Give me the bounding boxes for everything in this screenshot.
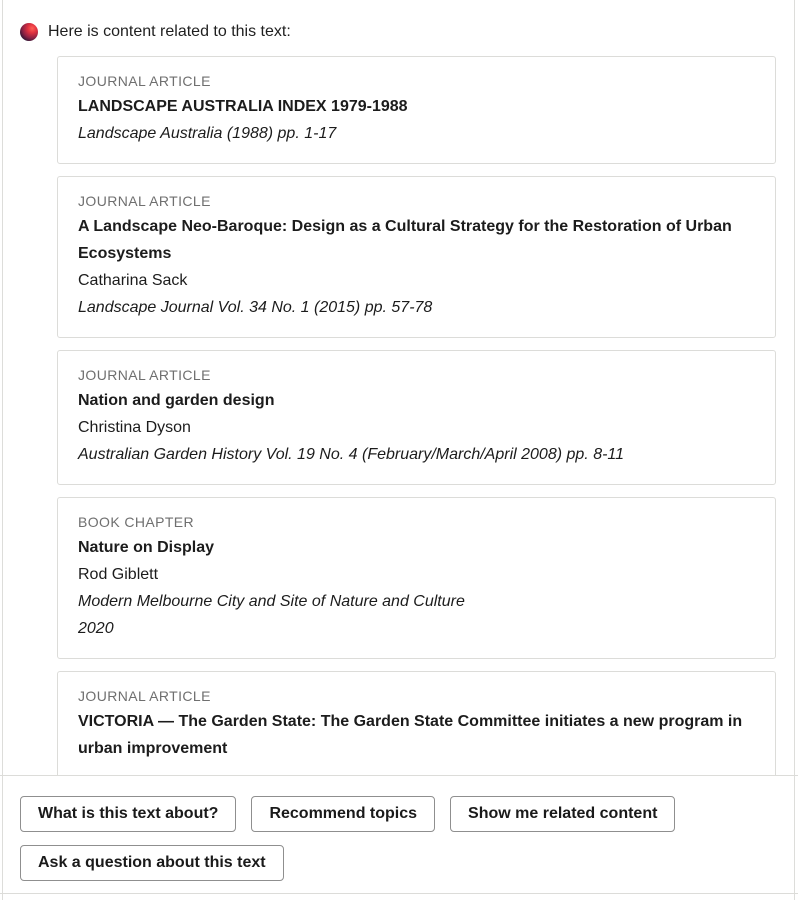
related-card-victoria-garden-state[interactable] [57, 671, 776, 775]
conversation-area [3, 0, 794, 775]
content-type-label: JOURNAL ARTICLE [78, 193, 211, 209]
content-author: Christina Dyson [78, 419, 191, 436]
content-title: LANDSCAPE AUSTRALIA INDEX 1979-1988 [78, 98, 408, 115]
content-author: Rod Giblett [78, 566, 159, 583]
content-type-label: JOURNAL ARTICLE [78, 688, 211, 704]
assistant-sphere-icon [20, 23, 38, 41]
content-title: VICTORIA — The Garden State: The Garden State Committee initiates a new program in urban improvement [78, 713, 743, 757]
content-type-label: JOURNAL ARTICLE [78, 367, 211, 383]
content-source: Australian Garden History Vol. 19 No. 4 (February/March/April 2008) pp. 8-11 [78, 446, 625, 463]
show-me-related-content-button[interactable]: Show me related content [450, 796, 675, 832]
content-title: A Landscape Neo-Baroque: Design as a Cultural Strategy for the Restoration of Urban Ecosystems [78, 218, 732, 262]
recommend-topics-button[interactable]: Recommend topics [251, 796, 435, 832]
suggestion-buttons [3, 776, 794, 881]
content-type-label: JOURNAL ARTICLE [78, 73, 211, 89]
content-source: Modern Melbourne City and Site of Nature and Culture [78, 593, 465, 610]
suggestions-footer [3, 776, 794, 893]
related-card-nation-and-garden-design[interactable] [57, 350, 776, 485]
content-source: Landscape Journal Vol. 34 No. 1 (2015) pp. 57-78 [78, 299, 433, 316]
content-author: Catharina Sack [78, 272, 188, 289]
panel-right-border [794, 0, 795, 900]
related-card-landscape-neo-baroque[interactable] [57, 176, 776, 338]
panel-bottom-border [0, 893, 798, 894]
content-title: Nature on Display [78, 539, 215, 556]
what-is-this-text-about-button[interactable]: What is this text about? [20, 796, 236, 832]
content-title: Nation and garden design [78, 392, 275, 409]
related-content-list [57, 56, 776, 775]
content-type-label: BOOK CHAPTER [78, 514, 195, 530]
content-year: 2020 [78, 620, 114, 637]
assistant-message [3, 0, 794, 42]
ask-a-question-button[interactable]: Ask a question about this text [20, 845, 284, 881]
related-card-nature-on-display[interactable] [57, 497, 776, 659]
related-card-landscape-australia-index[interactable] [57, 56, 776, 164]
assistant-message-text: Here is content related to this text: [48, 23, 291, 40]
content-source: Landscape Australia (1988) pp. 1-17 [78, 125, 337, 142]
